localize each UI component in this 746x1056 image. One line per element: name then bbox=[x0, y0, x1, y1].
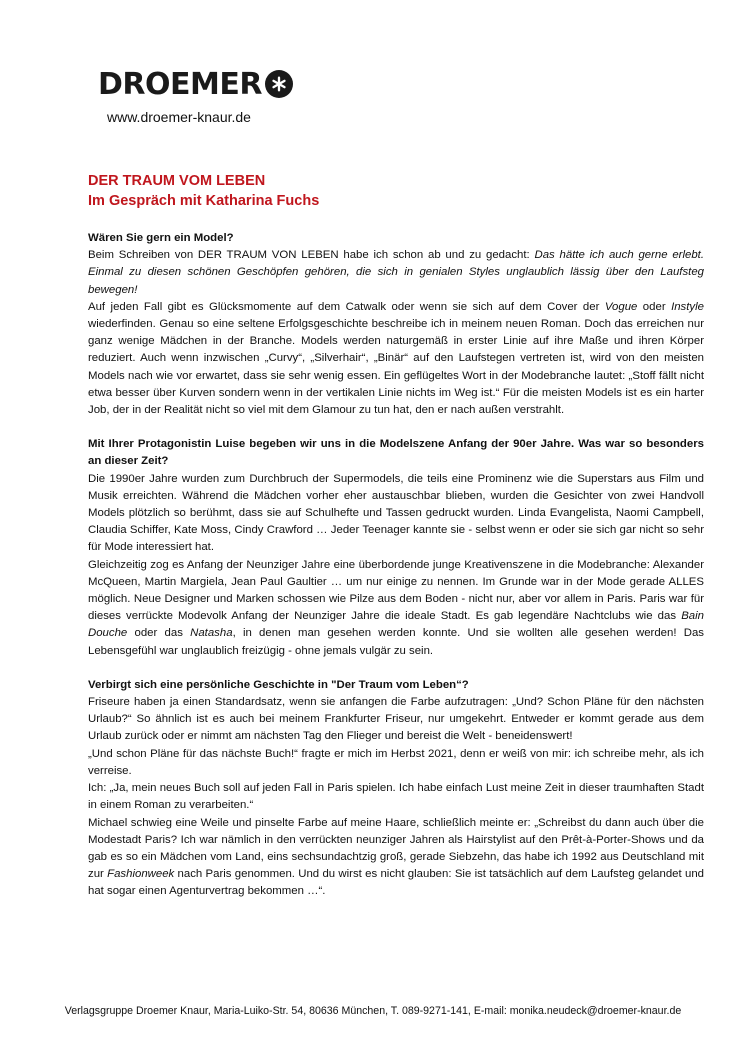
answer-3-paragraph-2: „Und schon Pläne für das nächste Buch!“ fragte er mich im Herbst 2021, denn er weiß von mir: ich schreibe mehr, als ich verreise. bbox=[88, 747, 704, 777]
document-subtitle: Im Gespräch mit Katharina Fuchs bbox=[88, 192, 320, 209]
question-3: Verbirgt sich eine persönliche Geschichte in "Der Traum vom Leben“? bbox=[88, 678, 469, 691]
answer-2-paragraph-2: Gleichzeitig zog es Anfang der Neunziger Jahre eine überbordende junge Kreativenszene in die Modebranche: Alexander McQueen, Martin Margiela, Jean Paul Gaultier … um nur einige zu nennen. Im Grunde war in der Mode gerade ALLES möglich. Neue Designer und Marken schossen wie Pilze aus dem Boden - nicht nur, aber vor allem in Paris. Paris war für dieses verrückte Modevolk Anfang der Neunziger Jahre die ideale Stadt. Es gab legendäre Nachtclubs wie das Bain Douche oder das Natasha, in denen man gesehen werden konnte. Und sie wollten alle gesehen werden! Das Lebensgefühl war unglaublich freizügig - ohne jemals vulgär zu sein. bbox=[88, 558, 704, 657]
asterisk-circle-icon bbox=[265, 70, 293, 98]
publisher-footer: Verlagsgruppe Droemer Knaur, Maria-Luiko-Str. 54, 80636 München, T. 089-9271-141, E-mail: monika.neudeck@droemer-knaur.de bbox=[64, 1005, 682, 1017]
interview-document bbox=[88, 172, 704, 901]
answer-3-paragraph-1: Friseure haben ja einen Standardsatz, wenn sie anfangen die Farbe aufzutragen: „Und? Schon Pläne für den nächsten Urlaub?“ So ähnlich ist es auch bei meinem Frankfurter Friseur, nur umgekehrt. Entweder er kommt gerade aus dem Urlaub zurück oder er nimmt am nächsten Tag den Flieger und bereist die Welt - beneidenswert! bbox=[88, 696, 704, 743]
publisher-logo bbox=[98, 64, 293, 104]
answer-1-paragraph-1: Beim Schreiben von DER TRAUM VON LEBEN habe ich schon ab und zu gedacht: Das hätte ich auch gerne erlebt. Einmal zu diesen schönen Geschöpfen gehören, die sich in genialen Styles unglaublich lässig über den Laufsteg bewegen! bbox=[88, 249, 705, 296]
answer-1-paragraph-2: Auf jeden Fall gibt es Glücksmomente auf dem Catwalk oder wenn sie sich auf dem Cover der Vogue oder Instyle wiederfinden. Genau so eine seltene Erfolgsgeschichte beschreibe ich in meinem neuen Roman. Doch das erreichen nur ganz wenige Mädchen in der Branche. Models werden naturgemäß in erster Linie auf ihre Maße und ihren Körper reduziert. Auch wenn inzwischen „Curvy“, „Silverhair“, „Binär“ auf den Laufstegen vertreten ist, wird von den meisten Models nach wie vor erwartet, dass sie sehr wenig essen. Ein geflügeltes Wort in der Modebranche lautet: „Stoff fällt nicht etwa besser über Kurven sondern wenn in der vertikalen Linie nichts im Weg ist.“ Für die meisten Models ist es ein harter Job, der in der Realität nicht so viel mit dem Glamour zu tun hat, den er nach außen verstrahlt. bbox=[88, 300, 704, 417]
question-1: Wären Sie gern ein Model? bbox=[88, 232, 234, 244]
answer-2-paragraph-1: Die 1990er Jahre wurden zum Durchbruch der Supermodels, die teils eine Prominenz wie die Superstars aus Film und Musik erreichten. Während die Mädchen vorher eher austauschbar blieben, wurden die Gesichter von zwei Handvoll Models plötzlich so berühmt, dass sie auf Schulhefte und Tassen gedruckt wurden. Linda Evangelista, Naomi Campbell, Claudia Schiffer, Kate Moss, Cindy Crawford … Jeder Teenager kannte sie - selbst wenn er oder sie sich gar nicht so sehr für Mode interessiert hat. bbox=[88, 472, 704, 554]
logo-text: DROEMER bbox=[98, 66, 262, 102]
question-2: Mit Ihrer Protagonistin Luise begeben wir uns in die Modelszene Anfang der 90er Jahre. Was war so besonders an dieser Zeit? bbox=[88, 438, 704, 468]
document-title: DER TRAUM VOM LEBEN bbox=[88, 173, 266, 189]
answer-3-paragraph-3: Ich: „Ja, mein neues Buch soll auf jeden Fall in Paris spielen. Ich habe einfach Lust meine Zeit in dieser traumhaften Stadt in einem Roman zu verarbeiten.“ bbox=[88, 782, 704, 812]
website-url: www.droemer-knaur.de bbox=[107, 109, 251, 125]
answer-3-paragraph-4: Michael schwieg eine Weile und pinselte Farbe auf meine Haare, schließlich meinte er: „Schreibst du dann auch über die Modestadt Paris? Ich war nämlich in den verrückten neunziger Jahren als Hairstylist auf den Prêt-à-Porter-Shows und da gab es so ein Mädchen vom Land, eins sechsundachtzig groß, gerade Siebzehn, das habe ich 1992 aus Deutschland mit zur Fashionweek nach Paris genommen. Und du wirst es nicht glauben: Sie ist tatsächlich auf dem Laufsteg gelandet und hat sogar einen Agenturvertrag bekommen …“. bbox=[88, 816, 704, 898]
